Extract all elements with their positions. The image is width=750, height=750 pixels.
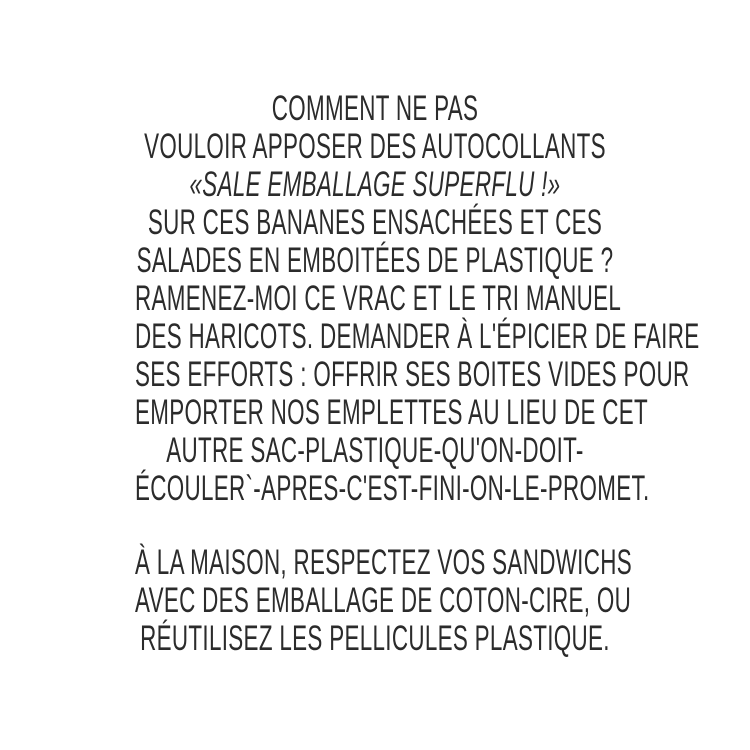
quote-line: EMPORTER NOS EMPLETTES AU LIEU DE CET <box>135 393 649 432</box>
quote-paragraph-2 <box>135 543 632 658</box>
quote-line: AVEC DES EMBALLAGE DE COTON-CIRE, OU <box>135 581 632 620</box>
quote-line: SES EFFORTS : OFFRIR SES BOITES VIDES POUR <box>135 355 690 394</box>
quote-line: SALADES EN EMBOITÉES DE PLASTIQUE ? <box>136 241 614 280</box>
quote-line: DES HARICOTS. DEMANDER À L'ÉPICIER DE FAIRE <box>135 317 700 356</box>
quote-line: RAMENEZ-MOI CE VRAC ET LE TRI MANUEL <box>135 279 622 318</box>
quote-line: RÉUTILISEZ LES PELLICULES PLASTIQUE. <box>140 619 610 658</box>
quote-line: AUTRE SAC-PLASTIQUE-QU'ON-DOIT- <box>166 431 584 470</box>
quote-paragraph-1 <box>135 89 700 508</box>
quote-line: COMMENT NE PAS <box>271 89 479 128</box>
quote-line: SUR CES BANANES ENSACHÉES ET CES <box>147 203 603 242</box>
quote-line-sticker-slogan: «SALE EMBALLAGE SUPERFLU !» <box>189 165 561 204</box>
quote-line: À LA MAISON, RESPECTEZ VOS SANDWICHS <box>135 543 632 582</box>
quote-line: ÉCOULER`-APRES-C'EST-FINI-ON-LE-PROMET. <box>135 469 650 508</box>
quote-line: VOULOIR APPOSER DES AUTOCOLLANTS <box>144 127 606 166</box>
quote-text-block <box>135 89 700 658</box>
